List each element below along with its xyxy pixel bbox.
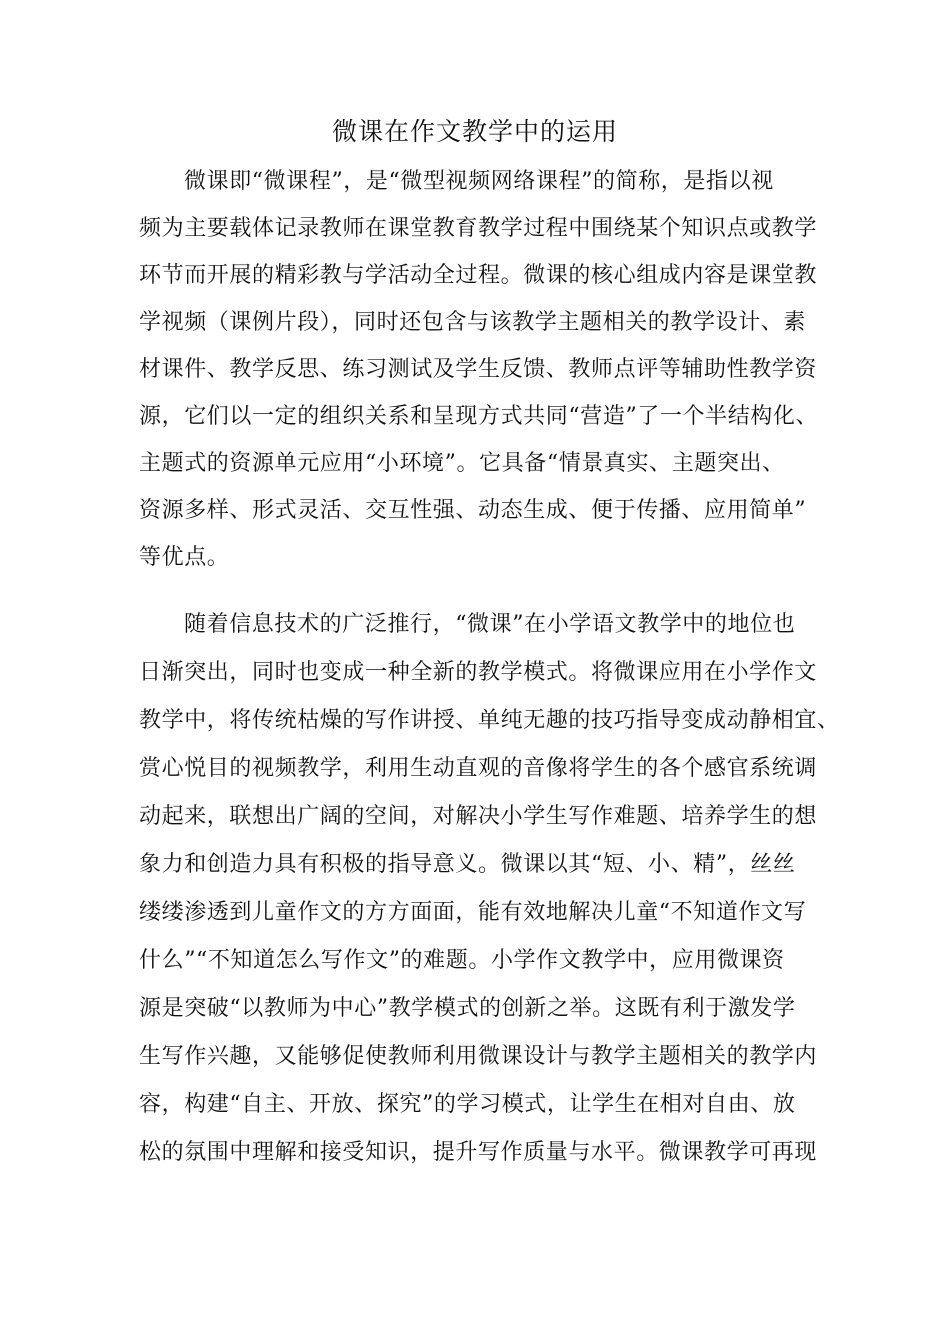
paragraph-line: 材课件、教学反思、练习测试及学生反馈、教师点评等辅助性教学资 bbox=[139, 357, 818, 382]
paragraph-line: 资源多样、形式灵活、交互性强、动态生成、便于传播、应用简单” bbox=[139, 498, 807, 523]
document-title: 微课在作文教学中的运用 bbox=[331, 117, 618, 146]
paragraph-line: 学视频（课例片段），同时还包含与该教学主题相关的教学设计、素 bbox=[139, 310, 807, 335]
paragraph-line: 赏心悦目的视频教学，利用生动直观的音像将学生的各个感官系统调 bbox=[139, 756, 818, 781]
paragraph-line: 日渐突出，同时也变成一种全新的教学模式。将微课应用在小学作文 bbox=[139, 660, 818, 685]
paragraph-line: 主题式的资源单元应用“小环境”。它具备“情景真实、主题突出、 bbox=[139, 451, 785, 476]
paragraph-line: 随着信息技术的广泛推行，“微课”在小学语文教学中的地位也 bbox=[184, 612, 796, 637]
paragraph-line: 缕缕渗透到儿童作文的方方面面，能有效地解决儿童“不知道作文写 bbox=[139, 900, 807, 925]
paragraph-line: 源是突破“以教师为中心”教学模式的创新之举。这既有利于激发学 bbox=[139, 996, 796, 1021]
paragraph-line: 频为主要载体记录教师在课堂教育教学过程中围绕某个知识点或教学 bbox=[139, 216, 818, 241]
paragraph-line: 松的氛围中理解和接受知识，提升写作质量与水平。微课教学可再现 bbox=[139, 1140, 818, 1165]
paragraph-line: 容，构建“自主、开放、探究”的学习模式，让学生在相对自由、放 bbox=[139, 1092, 796, 1117]
paragraph-line: 象力和创造力具有积极的指导意义。微课以其“短、小、精”，丝丝 bbox=[139, 852, 796, 877]
paragraph-line: 环节而开展的精彩教与学活动全过程。微课的核心组成内容是课堂教 bbox=[139, 263, 818, 288]
paragraph-line: 源，它们以一定的组织关系和呈现方式共同“营造”了一个半结构化、 bbox=[139, 404, 819, 429]
paragraph-line: 微课即“微课程”，是“微型视频网络课程”的简称，是指以视 bbox=[184, 169, 774, 194]
paragraph-line: 动起来，联想出广阔的空间，对解决小学生写作难题、培养学生的想 bbox=[139, 804, 818, 829]
paragraph-line: 教学中，将传统枯燥的写作讲授、单纯无趣的技巧指导变成动静相宜、 bbox=[139, 708, 840, 733]
paragraph-line: 等优点。 bbox=[139, 545, 230, 570]
paragraph-line: 生写作兴趣，又能够促使教师利用微课设计与教学主题相关的教学内 bbox=[139, 1044, 818, 1069]
paragraph-line: 什么”“不知道怎么写作文”的难题。小学作文教学中，应用微课资 bbox=[139, 948, 785, 973]
